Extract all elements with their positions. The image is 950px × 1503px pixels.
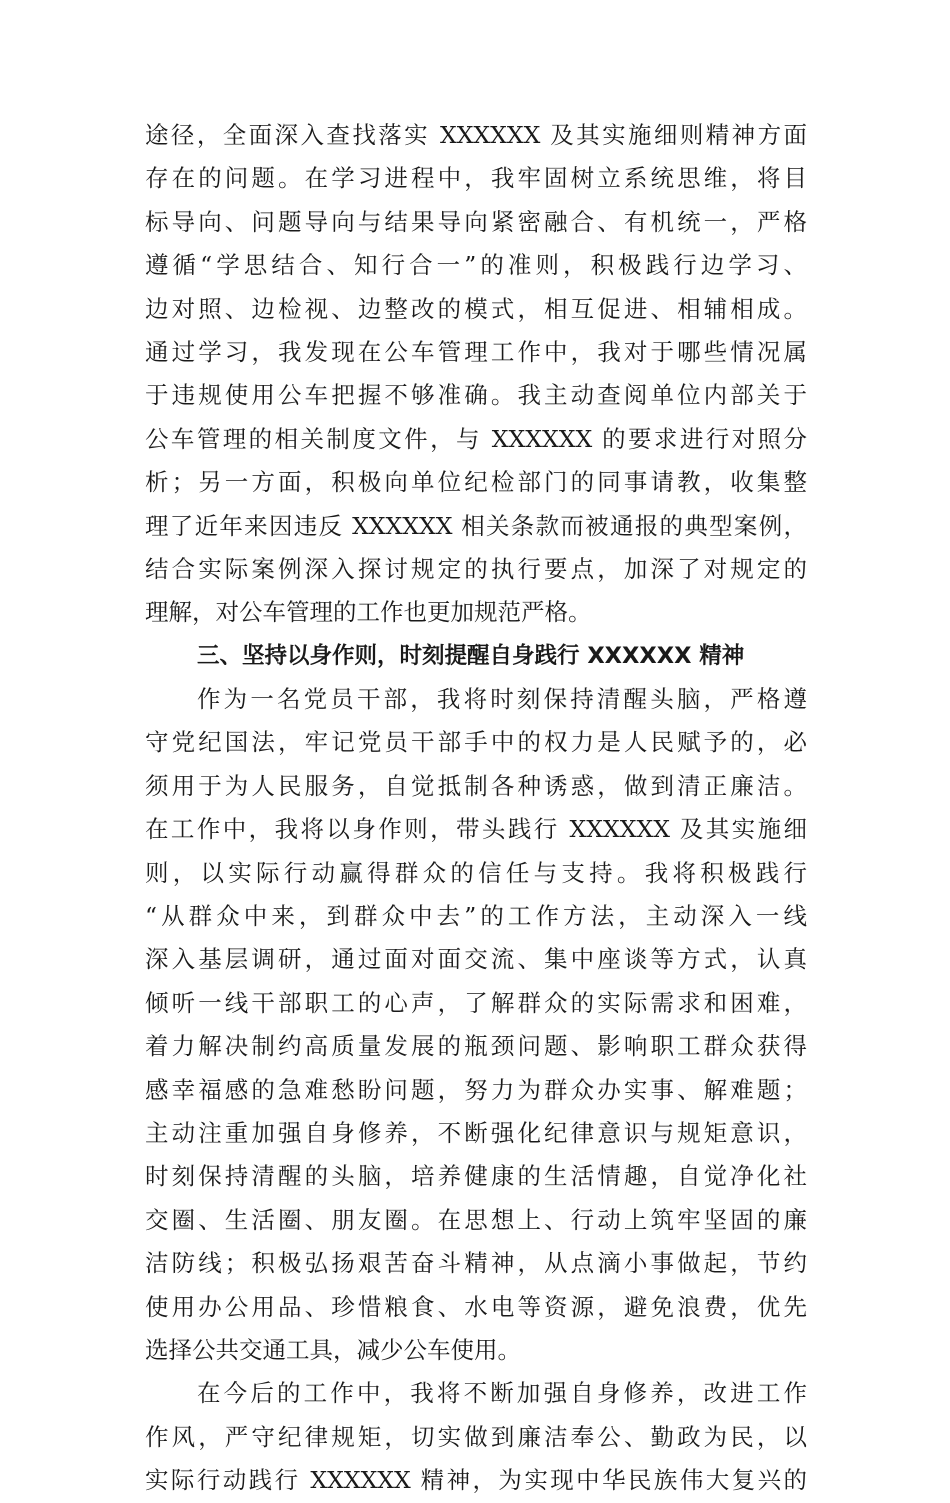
text-line: 倾听一线干部职工的心声，了解群众的实际需求和困难，: [145, 988, 807, 1017]
text-line: 析；另一方面，积极向单位纪检部门的同事请教，收集整: [145, 468, 807, 497]
text-line: “从群众中来，到群众中去”的工作方法，主动深入一线: [145, 902, 807, 931]
text-line: 边对照、边检视、边整改的模式，相互促进、相辅相成。: [145, 294, 807, 323]
document-page: [145, 114, 807, 1503]
text-line: 选择公共交通工具，减少公车使用。: [145, 1335, 521, 1364]
text-line: 公车管理的相关制度文件，与 XXXXXX 的要求进行对照分: [145, 424, 807, 453]
text-line: 使用办公用品、珍惜粮食、水电等资源，避免浪费，优先: [145, 1292, 807, 1321]
text-line: 遵循“学思结合、知行合一”的准则，积极践行边学习、: [145, 251, 807, 280]
text-line: 深入基层调研，通过面对面交流、集中座谈等方式，认真: [145, 945, 807, 974]
text-line: 存在的问题。在学习进程中，我牢固树立系统思维，将目: [145, 164, 807, 193]
text-line: 结合实际案例深入探讨规定的执行要点，加深了对规定的: [145, 554, 807, 583]
paragraph-commitment: [145, 678, 807, 1372]
text-line: 须用于为人民服务，自觉抵制各种诱惑，做到清正廉洁。: [145, 771, 807, 800]
text-line: 作为一名党员干部，我将时刻保持清醒头脑，严格遵: [197, 685, 807, 714]
text-line: 在工作中，我将以身作则，带头践行 XXXXXX 及其实施细: [145, 815, 807, 844]
paragraph-investigation: [145, 114, 807, 635]
text-line: 主动注重加强自身修养，不断强化纪律意识与规矩意识，: [145, 1118, 807, 1147]
text-line: 在今后的工作中，我将不断加强自身修养，改进工作: [197, 1379, 807, 1408]
text-line: 守党纪国法，牢记党员干部手中的权力是人民赋予的，必: [145, 728, 807, 757]
text-line: 途径，全面深入查找落实 XXXXXX 及其实施细则精神方面: [145, 121, 807, 149]
text-line: 实际行动践行 XXXXXX 精神，为实现中华民族伟大复兴的: [145, 1466, 807, 1495]
text-line: 交圈、生活圈、朋友圈。在思想上、行动上筑牢坚固的廉: [145, 1205, 807, 1234]
text-line: 感幸福感的急难愁盼问题，努力为群众办实事、解难题；: [145, 1075, 807, 1104]
text-line: 着力解决制约高质量发展的瓶颈问题、影响职工群众获得: [145, 1032, 807, 1061]
text-line: 通过学习，我发现在公车管理工作中，我对于哪些情况属: [145, 337, 807, 366]
paragraph-future: [145, 1372, 807, 1502]
text-line: 于违规使用公车把握不够准确。我主动查阅单位内部关于: [145, 381, 807, 410]
text-line: 时刻保持清醒的头脑，培养健康的生活情趣，自觉净化社: [145, 1162, 807, 1191]
text-line: 标导向、问题导向与结果导向紧密融合、有机统一，严格: [145, 207, 807, 236]
text-line: 理了近年来因违反 XXXXXX 相关条款而被通报的典型案例，: [145, 511, 807, 540]
text-line: 理解，对公车管理的工作也更加规范严格。: [145, 598, 592, 627]
text-line: 洁防线；积极弘扬艰苦奋斗精神，从点滴小事做起，节约: [145, 1249, 807, 1278]
text-line: 则，以实际行动赢得群众的信任与支持。我将积极践行: [145, 858, 807, 887]
section-heading: 三、坚持以身作则，时刻提醒自身践行 XXXXXX 精神: [197, 642, 745, 669]
text-line: 作风，严守纪律规矩，切实做到廉洁奉公、勤政为民，以: [145, 1422, 807, 1451]
